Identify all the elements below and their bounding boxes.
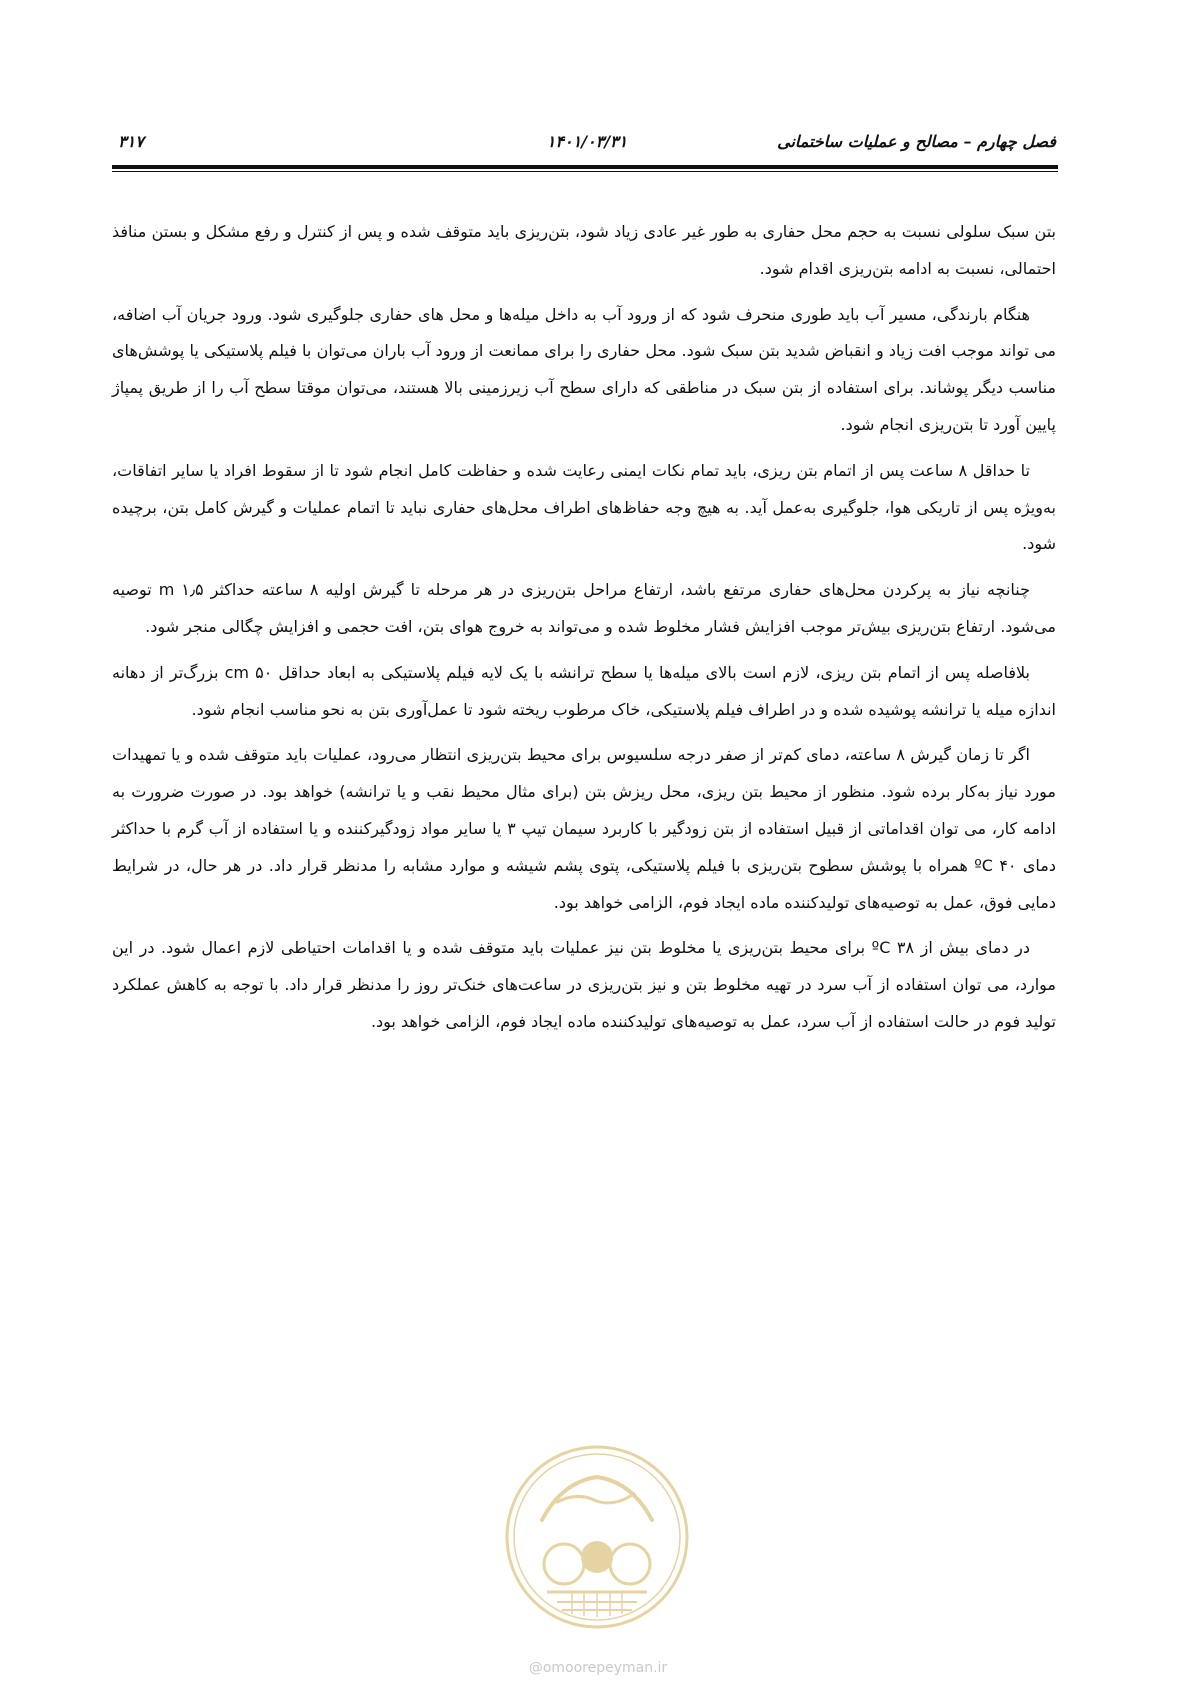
paragraph-continued: بتن سبک سلولی نسبت به حجم محل حفاری به طور غیر عادی زیاد شود، بتن‌ریزی باید متوقف شده و پس از کنترل و رفع مشکل و بستن منافذ احتمالی، نسبت به ادامه بتن‌ریزی اقدام شود.: [112, 222, 1056, 278]
header-rule-thin: [112, 171, 1058, 172]
paragraph-curing: بلافاصله پس از اتمام بتن ریزی، لازم است بالای میله‌ها یا سطح ترانشه با یک لایه فیلم پلاستیکی به ابعاد حداقل ۵۰ cm بزرگ‌تر از دهانه اندازه میله یا ترانشه پوشیده شده و در اطراف فیلم پلاستیکی، خاک مرطوب ریخته شود تا عمل‌آوری بتن به نحو مناسب انجام شود.: [112, 662, 1056, 719]
paragraph-hot-weather: در دمای بیش از ۳۸ ºC برای محیط بتن‌ریزی یا مخلوط بتن نیز عملیات باید متوقف شده و یا اقدامات احتیاطی لازم اعمال شود. در این موارد، می توان استفاده از آب سرد در تهیه مخلوط بتن و نیز بتن‌ریزی در ساعت‌های خنک‌تر روز را مدنظر قرار داد. با توجه به کاهش عملکرد تولید فوم در حالت استفاده از آب سرد، عمل به توصیه‌های تولیدکننده ماده ایجاد فوم، الزامی خواهد بود.: [112, 938, 1056, 1031]
paragraph-filling-height: چنانچه نیاز به پرکردن محل‌های حفاری مرتفع باشد، ارتفاع مراحل بتن‌ریزی در هر مرحله تا گیرش اولیه ۸ ساعته حداکثر ۱٫۵ m توصیه می‌شود. ارتفاع بتن‌ریزی بیش‌تر موجب افزایش فشار مخلوط شده و می‌تواند به خروج هوای بتن، افت حجمی و افزایش چگالی منجر شود.: [112, 580, 1056, 636]
page-header: [118, 124, 1056, 154]
paragraph-cold-weather: اگر تا زمان گیرش ۸ ساعته، دمای کم‌تر از صفر درجه سلسیوس برای محیط بتن‌ریزی انتظار می‌رود، عملیات باید متوقف شده و یا تمهیدات مورد نیاز به‌کار برده شود. منظور از محیط بتن ریزی، محل ریزش بتن (برای مثال محیط نقب و یا ترانشه) خواهد بود. در صورت ضرورت به ادامه کار، می توان اقداماتی از قبیل استفاده از بتن زودگیر با کاربرد سیمان تیپ ۳ یا سایر مواد زودگیرکننده و یا استفاده از آب گرم با حداکثر دمای ۴۰ ºC همراه با پوشش سطوح بتن‌ریزی با فیلم پلاستیکی، پتوی پشم شیشه و موارد مشابه را مدنظر قرار داد. در هر حال، در شرایط دمایی فوق، عمل به توصیه‌های تولیدکننده ماده ایجاد فوم، الزامی خواهد بود.: [112, 745, 1057, 912]
paragraph-rain: هنگام بارندگی، مسیر آب باید طوری منحرف شود که از ورود آب به داخل میله‌ها و محل های حفاری جلوگیری شود. ورود جریان آب اضافه، می تواند موجب افت زیاد و انقباض شدید بتن سبک شود. محل حفاری را برای ممانعت از ورود آب باران می‌توان با فیلم پلاستیکی یا پوشش‌های مناسب دیگر پوشاند. برای استفاده از بتن سبک در مناطقی که دارای سطح آب زیرزمینی بالا هستند، می‌توان موقتا سطح آب را از طریق پمپاژ پایین آورد تا بتن‌ریزی انجام شود.: [112, 304, 1056, 434]
page-number: ۳۱۷: [118, 132, 144, 151]
header-rule-thick: [112, 165, 1058, 169]
watermark-text: @omoorepeyman.ir: [528, 1660, 668, 1676]
organization-seal-icon: [502, 1442, 692, 1632]
body-text: [112, 214, 1056, 1050]
document-date: ۱۴۰۱/۰۳/۳۱: [546, 132, 628, 151]
chapter-title: فصل چهارم – مصالح و عملیات ساختمانی: [777, 132, 1056, 151]
paragraph-safety: تا حداقل ۸ ساعت پس از اتمام بتن ریزی، باید تمام نکات ایمنی رعایت شده و حفاظت کامل انجام شود تا از سقوط افراد یا سایر اتفاقات، به‌ویژه پس از تاریکی هوا، جلوگیری به‌عمل آید. به هیچ وجه حفاظ‌های اطراف محل‌های حفاری نباید تا اتمام عملیات و گیرش کامل بتن، برچیده شود.: [112, 460, 1056, 554]
